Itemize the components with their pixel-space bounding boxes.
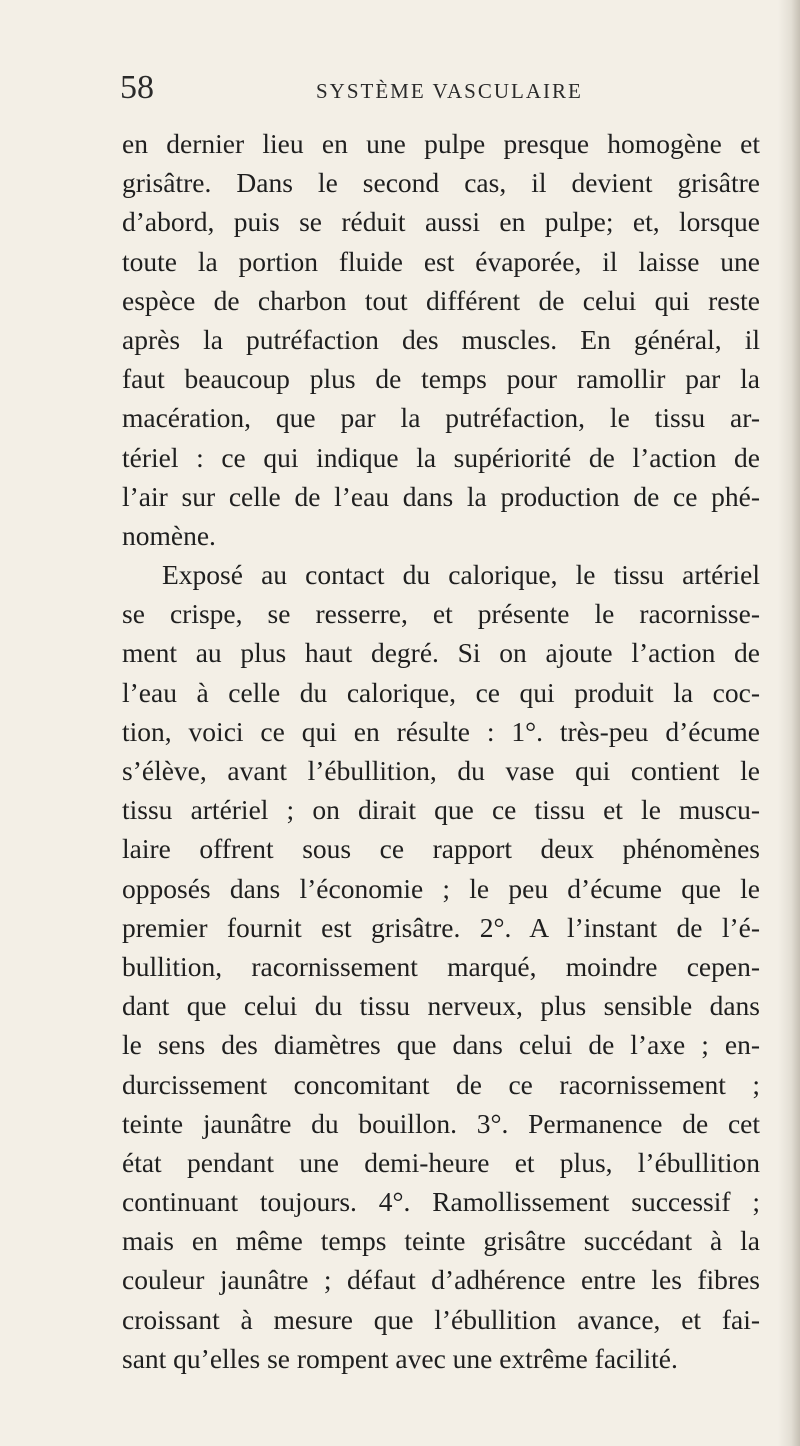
text-line: toute la portion fluide est évaporée, il laisse une [122,245,760,277]
text-line: premier fournit est grisâtre. 2°. A l’instant de l’é- [122,911,760,943]
text-line: ment au plus haut degré. Si on ajoute l’action de [122,637,760,669]
text-line: mais en même temps teinte grisâtre succédant à la [122,1225,760,1257]
text-line: d’abord, puis se réduit aussi en pulpe; et, lorsque [122,206,760,238]
text-line-paragraph-end: sant qu’elles se rompent avec une extrême facilité. [122,1342,678,1374]
text-line: bullition, racornissement marqué, moindre cepen- [122,950,760,982]
text-line: faut beaucoup plus de temps pour ramollir par la [122,363,760,395]
text-line-paragraph-end: nomène. [122,519,216,551]
page-number: 58 [120,69,154,106]
page-header [120,68,760,108]
text-line: tériel : ce qui indique la supériorité de l’action de [122,441,760,473]
text-line: opposés dans l’économie ; le peu d’écume que le [122,872,760,904]
text-line: grisâtre. Dans le second cas, il devient grisâtre [122,167,760,199]
text-line: laire offrent sous ce rapport deux phénomènes [122,833,760,865]
text-line: après la putréfaction des muscles. En général, il [122,323,760,355]
text-line: couleur jaunâtre ; défaut d’adhérence entre les fibres [122,1264,760,1296]
text-line: s’élève, avant l’ébullition, du vase qui contient le [122,755,760,786]
text-line: se crispe, se resserre, et présente le racornisse- [122,598,760,630]
text-line: espèce de charbon tout différent de celui qui reste [122,284,760,316]
text-line: croissant à mesure que l’ébullition avance, et fai- [122,1303,760,1335]
text-line: le sens des diamètres que dans celui de l’axe ; en- [122,1029,760,1061]
text-line: tion, voici ce qui en résulte : 1°. très-peu d’écume [122,715,760,747]
text-line: état pendant une demi-heure et plus, l’ébullition [122,1146,760,1178]
text-line: durcissement concomitant de ce racornissement ; [122,1068,760,1100]
text-line: continuant toujours. 4°. Ramollissement successif ; [122,1186,760,1218]
running-title: SYSTÈME VASCULAIRE [316,79,583,103]
page-edge-shadow [778,0,800,1446]
body-text [122,124,760,1378]
text-line: en dernier lieu en une pulpe presque homogène et [122,128,760,159]
text-line: l’eau à celle du calorique, ce qui produit la coc- [122,676,760,708]
text-line: l’air sur celle de l’eau dans la production de ce phé- [122,480,760,512]
text-line: tissu artériel ; on dirait que ce tissu et le muscu- [122,794,760,826]
text-line: dant que celui du tissu nerveux, plus sensible dans [122,990,760,1022]
text-line: teinte jaunâtre du bouillon. 3°. Permanence de cet [122,1107,760,1139]
text-line: macération, que par la putréfaction, le tissu ar- [122,402,760,434]
text-line-paragraph-start: Exposé au contact du calorique, le tissu artériel [162,559,760,591]
